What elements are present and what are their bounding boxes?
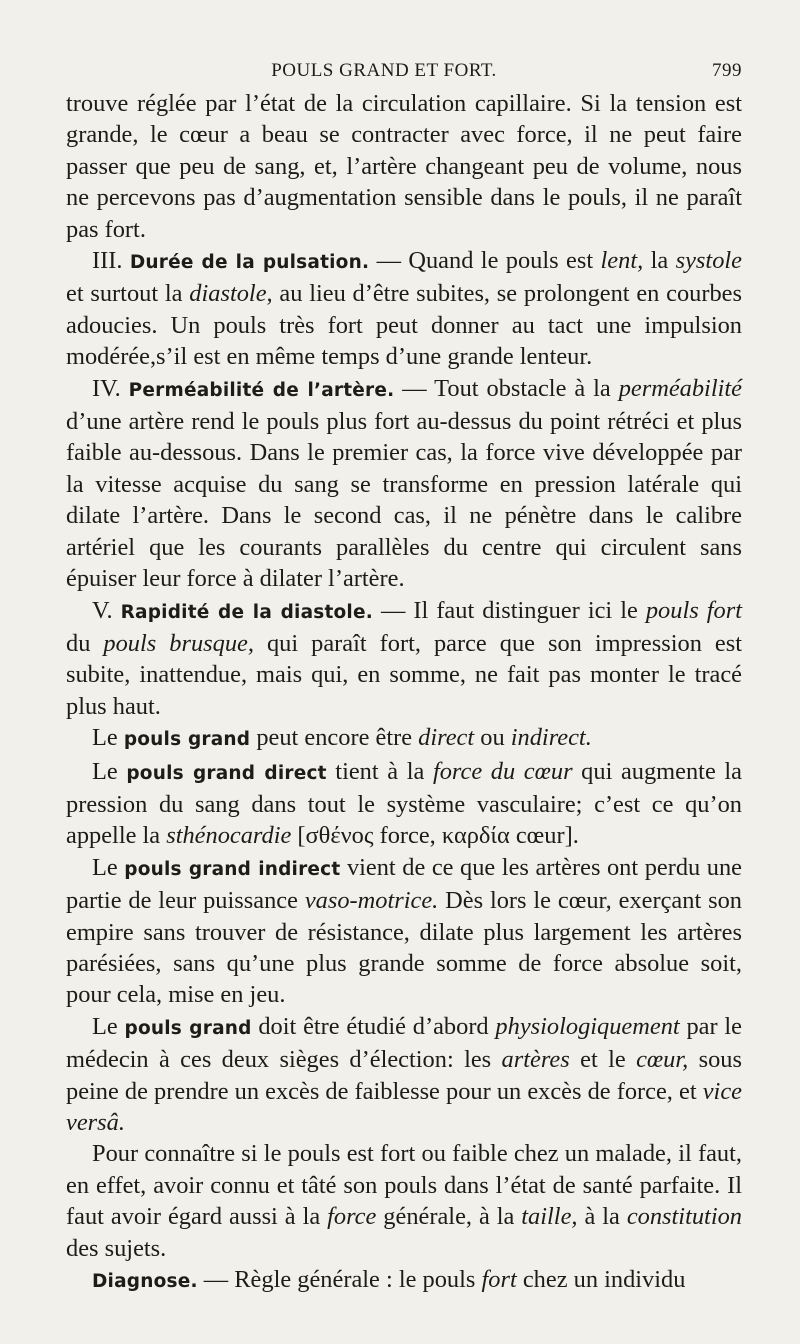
text-run: [σθένος force, καρδία cœur].	[291, 822, 579, 850]
text-run: — Quand le pouls est	[369, 247, 601, 275]
italic-term: lent,	[600, 247, 644, 275]
text-run: Le	[92, 853, 125, 881]
italic-term: force du cœur	[432, 757, 573, 785]
text-run: Pour connaître si le pouls est fort ou faible chez un malade, il faut, en effet, avoir connu et tâté son pouls dans l’état de santé parfaite. Il faut avoir égard aussi à la	[66, 1140, 742, 1231]
text-run: et surtout la	[66, 280, 190, 308]
section-heading: pouls grand	[123, 729, 251, 751]
section-heading: Rapidité de la diastole.	[120, 601, 373, 623]
text-run: trouve réglée par l’état de la circulation capillaire. Si la tension est grande, le cœur a beau se contracter avec force, il ne peut faire passer que peu de sang, et, l’artère changeant peu de volume, nous ne percevons pas d’augmentation sensible dans le pouls, il ne paraît pas fort.	[66, 90, 742, 243]
italic-term: indirect.	[510, 724, 592, 752]
section-heading: pouls grand indirect	[124, 858, 341, 880]
paragraph	[66, 1264, 742, 1297]
text-run: tient à la	[326, 757, 433, 785]
text-run: ou	[474, 724, 511, 752]
italic-term: taille,	[521, 1203, 578, 1231]
paragraph	[66, 88, 742, 245]
text-run: peut encore être	[250, 724, 419, 752]
paragraph	[66, 756, 742, 852]
text-run: et le	[569, 1046, 637, 1074]
italic-term: force	[327, 1203, 377, 1231]
text-run: Le	[92, 1012, 125, 1040]
italic-term: pouls brusque,	[103, 629, 254, 657]
text-run: Dès lors le cœur, exerçant son empire sans trouver de résistance, dilate plus largement les artères parésiées, sans qu’une plus grande somme de force absolue soit, pour cela, mise en jeu.	[66, 887, 742, 1009]
italic-term: systole	[675, 247, 742, 275]
text-run: Le	[92, 757, 127, 785]
page-number: 799	[712, 60, 742, 81]
text-run: V.	[92, 596, 121, 624]
running-head	[66, 54, 742, 88]
paragraph	[66, 1138, 742, 1264]
text-run: qui augmente la pression du sang dans tout le système vasculaire; c’est ce qu’on appelle la	[66, 757, 742, 850]
text-run: générale, à la	[376, 1203, 522, 1231]
italic-term: perméabilité	[618, 374, 742, 402]
paragraph	[66, 373, 742, 595]
text-run: — Règle générale : le pouls	[197, 1266, 482, 1294]
italic-term: diastole,	[189, 280, 273, 308]
text-run: par le médecin à ces deux sièges d’élection: les	[66, 1012, 742, 1074]
paragraph	[66, 245, 742, 373]
italic-term: vaso-motrice.	[304, 887, 439, 915]
italic-term: constitution	[626, 1203, 742, 1231]
text-run: des sujets.	[66, 1234, 167, 1262]
section-heading: pouls grand	[124, 1017, 252, 1039]
text-run: — Tout obstacle à la	[394, 374, 619, 402]
text-run: III.	[92, 247, 130, 275]
italic-term: sthénocardie	[166, 822, 292, 850]
text-run: sous peine de prendre un excès de faiblesse pour un excès de force, et	[66, 1046, 742, 1105]
italic-term: vice versâ.	[66, 1077, 742, 1136]
paragraph	[66, 595, 742, 723]
text-run: Le	[92, 724, 124, 752]
body-text	[66, 88, 742, 1297]
paragraph	[66, 722, 742, 755]
paragraph	[66, 852, 742, 1011]
text-run: à la	[577, 1203, 627, 1231]
text-run: au lieu d’être subites, se prolongent en courbes adoucies. Un pouls très fort peut donner au tact une impulsion modérée,s’il est en même temps d’une grande lenteur.	[66, 280, 742, 371]
text-run: qui paraît fort, parce que son impression est subite, inattendue, mais qui, en somme, ne fait pas monter le tracé plus haut.	[66, 629, 742, 720]
text-run: la	[643, 247, 676, 275]
section-heading: pouls grand direct	[126, 762, 327, 784]
text-run: — Il faut distinguer ici le	[372, 596, 646, 624]
italic-term: cœur,	[636, 1046, 689, 1074]
section-heading: Perméabilité de l’artère.	[128, 379, 395, 401]
text-run: chez un individu	[516, 1266, 686, 1294]
text-run: du	[66, 629, 104, 657]
section-heading: Diagnose.	[92, 1271, 198, 1293]
italic-term: physiologiquement	[495, 1012, 680, 1040]
text-run: d’une artère rend le pouls plus fort au-dessus du point rétréci et plus faible au-dessous. Dans le premier cas, la force vive développée par la vitesse acquise du sang se transforme en pression latérale qui dilate l’artère. Dans le second cas, il ne pénètre dans le calibre artériel que les courants parallèles du centre qui circulent sans épuiser leur force à dilater l’artère.	[66, 408, 742, 593]
paragraph	[66, 1011, 742, 1139]
text-run: vient de ce que les artères ont perdu une partie de leur puissance	[66, 853, 742, 915]
italic-term: artères	[501, 1046, 570, 1074]
italic-term: direct	[418, 724, 475, 752]
italic-term: fort	[481, 1266, 517, 1294]
text-run: doit être étudié d’abord	[251, 1012, 496, 1040]
section-heading: Durée de la pulsation.	[129, 252, 370, 274]
italic-term: pouls fort	[645, 596, 742, 624]
running-title: POULS GRAND ET FORT.	[271, 60, 497, 81]
text-run: IV.	[92, 374, 129, 402]
